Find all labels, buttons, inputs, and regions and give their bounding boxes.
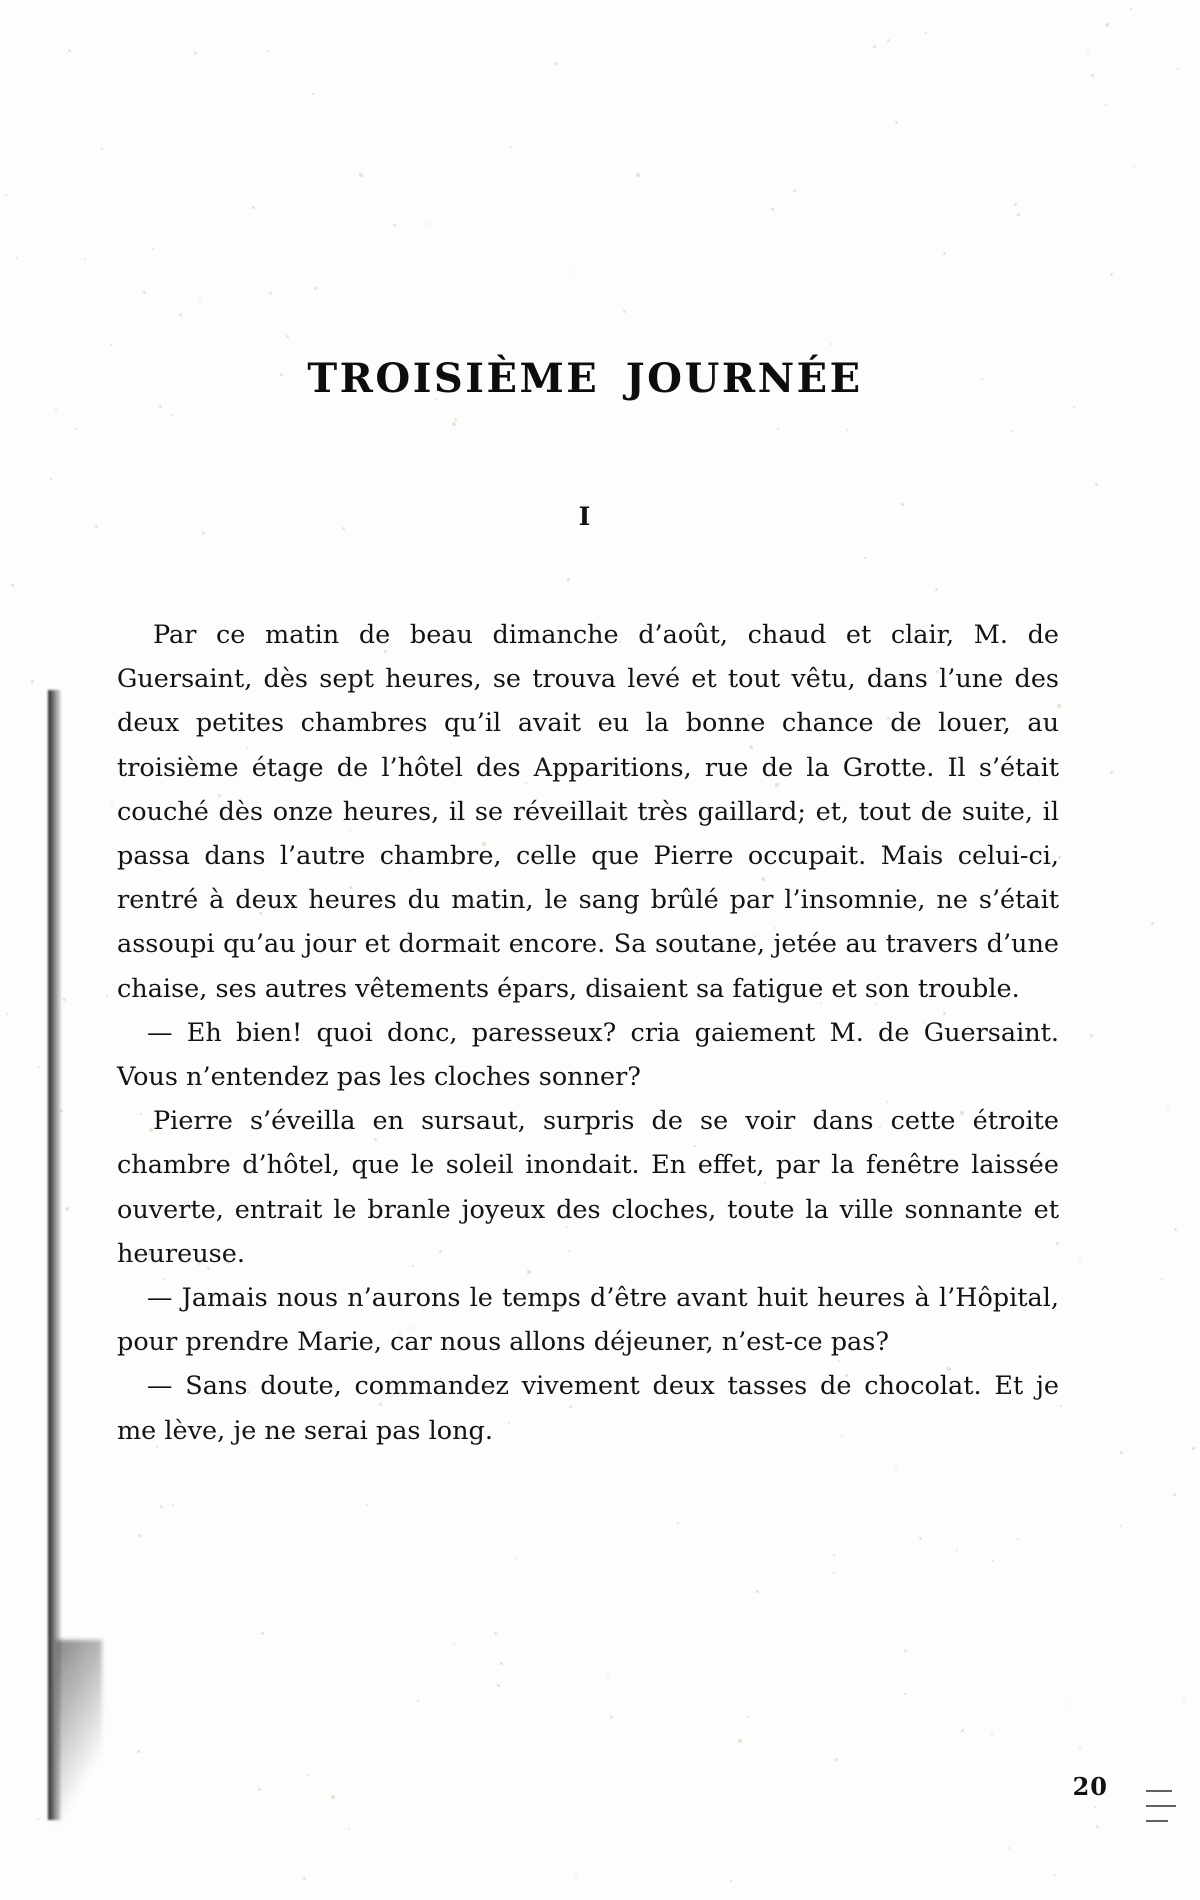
paragraph: — Jamais nous n’aurons le temps d’être avant huit heures à l’Hôpital, pour prendre Marie, car nous allons déjeuner, n’est-ce pas? <box>117 1283 1059 1358</box>
scan-speckle <box>55 409 57 411</box>
scan-speckle <box>75 428 77 430</box>
scan-speckle <box>578 1736 579 1737</box>
scan-speckle <box>756 1590 759 1593</box>
scan-speckle <box>1091 74 1094 77</box>
scan-speckle <box>1096 1825 1099 1828</box>
scan-speckle <box>991 1734 993 1736</box>
scan-speckle <box>50 478 52 480</box>
scan-speckle <box>1017 1538 1019 1540</box>
scan-speckle <box>1192 1447 1195 1450</box>
scan-speckle <box>944 1487 945 1488</box>
scan-speckle <box>515 1557 517 1559</box>
scan-speckle <box>500 1662 503 1665</box>
page-number: 20 <box>1072 1772 1108 1801</box>
scan-speckle <box>1079 1260 1081 1262</box>
scan-speckle <box>623 1815 624 1816</box>
scan-speckle <box>254 1491 255 1492</box>
page-edge-marks <box>1146 1790 1186 1860</box>
scan-speckle <box>1105 832 1106 833</box>
paragraph: Pierre s’éveilla en sursaut, surpris de se voir dans cette étroite chambre d’hôtel, que le soleil inondait. En effet, par la fenêtre laissée ouverte, entrait le branle joyeux des cloches, toute la ville sonnante et heureuse. <box>117 1106 1059 1269</box>
scan-speckle <box>1008 1847 1010 1849</box>
scan-speckle <box>101 148 103 150</box>
scan-speckle <box>172 1504 174 1506</box>
scan-speckle <box>1105 104 1107 106</box>
scan-speckle <box>453 1643 455 1645</box>
scan-speckle <box>261 1632 264 1635</box>
scan-speckle <box>138 1534 141 1537</box>
scan-speckle <box>1054 1874 1056 1876</box>
scan-speckle <box>1183 1697 1185 1699</box>
scan-speckle <box>747 1716 749 1718</box>
scan-speckle <box>1167 1106 1169 1108</box>
page-content <box>105 0 1065 1453</box>
scan-speckle <box>1133 165 1135 167</box>
scan-speckle <box>1087 52 1089 54</box>
scan-speckle <box>1177 68 1179 70</box>
scan-speckle <box>624 1695 625 1696</box>
scan-speckle <box>366 1504 368 1506</box>
scan-speckle <box>1068 1703 1070 1705</box>
scan-speckle <box>1087 275 1088 276</box>
section-number: I <box>578 502 592 531</box>
scan-speckle <box>37 1818 39 1820</box>
scan-speckle <box>38 1066 40 1068</box>
scan-speckle <box>607 1676 609 1678</box>
scan-speckle <box>835 1758 838 1761</box>
scan-speckle <box>1120 1451 1123 1454</box>
scan-speckle <box>8 1427 9 1428</box>
scan-speckle <box>610 1716 613 1719</box>
scan-speckle <box>738 1739 742 1743</box>
scan-speckle <box>65 1207 69 1211</box>
scan-speckle <box>677 1522 679 1524</box>
scan-speckle <box>171 1572 172 1573</box>
scan-speckle <box>160 1505 163 1508</box>
scan-speckle <box>31 680 34 683</box>
scan-speckle <box>833 1572 835 1574</box>
paragraph: Par ce matin de beau dimanche d’août, chaud et clair, M. de Guersaint, dès sept heures, se trouva levé et tout vêtu, dans l’une des deux petites chambres qu’il avait eu la bonne chance de louer, au troisième étage de l’hôtel des Apparitions, rue de la Grotte. Il s’était couché dès onze heures, il se réveillait très gaillard; et, tout de suite, il passa dans l’autre chambre, celle que Pierre occupait. Mais celui-ci, rentré à deux heures du matin, le sang brûlé par l’insomnie, ne s’était assoupi qu’au jour et dormait encore. Sa soutane, jetée au travers d’une chaise, ses autres vêtements épars, disaient sa fatigue et son trouble. <box>117 620 1059 1004</box>
scan-speckle <box>1075 155 1076 156</box>
scan-speckle <box>348 1828 350 1830</box>
scan-speckle <box>919 1537 922 1540</box>
scan-speckle <box>1073 406 1075 408</box>
scan-speckle <box>339 1600 340 1601</box>
scan-speckle <box>417 1700 419 1702</box>
paragraph: — Sans doute, commandez vivement deux tasses de chocolat. Et je me lève, je ne serai pas long. <box>117 1371 1059 1446</box>
scan-speckle <box>904 1649 907 1652</box>
scan-speckle <box>1173 1493 1176 1496</box>
scan-speckle <box>575 1874 577 1876</box>
scan-speckle <box>1090 1034 1093 1037</box>
scan-speckle <box>1151 922 1154 925</box>
body-text <box>105 613 1065 1453</box>
scan-speckle <box>137 1750 140 1753</box>
scan-speckle <box>258 1788 261 1791</box>
scan-speckle <box>961 1729 964 1732</box>
scan-speckle <box>1105 23 1109 27</box>
scan-speckle <box>494 1632 497 1635</box>
scan-speckle <box>833 1554 835 1556</box>
scan-speckle <box>992 1560 994 1562</box>
scan-speckle <box>307 1774 309 1776</box>
scan-speckle <box>895 1465 897 1467</box>
scan-speckle <box>31 607 33 609</box>
scan-speckle <box>1110 771 1113 774</box>
scan-speckle <box>1110 273 1113 276</box>
scan-speckle <box>1174 1228 1177 1231</box>
chapter-title: TROISIÈME JOURNÉE <box>307 355 863 402</box>
scan-speckle <box>730 1880 732 1882</box>
scan-speckle <box>16 257 18 259</box>
page-corner-smudge <box>56 1640 102 1840</box>
paragraph: — Eh bien! quoi donc, paresseux? cria gaiement M. de Guersaint. Vous n’entendez pas les cloches sonner? <box>117 1017 1059 1093</box>
scan-speckle <box>497 1684 500 1687</box>
scan-speckle <box>63 998 66 1001</box>
scan-speckle <box>95 525 98 528</box>
scan-speckle <box>68 49 71 52</box>
scan-speckle <box>6 1013 8 1015</box>
scan-speckle <box>1079 1747 1081 1749</box>
scan-speckle <box>331 1795 335 1799</box>
scan-speckle <box>95 749 96 750</box>
scan-speckle <box>956 1549 958 1551</box>
scan-speckle <box>1116 579 1117 580</box>
scan-speckle <box>1120 1525 1122 1527</box>
scan-speckle <box>84 258 86 260</box>
scan-speckle <box>1185 1509 1186 1510</box>
scan-speckle <box>1095 483 1098 486</box>
scan-speckle <box>1094 1806 1096 1808</box>
scan-speckle <box>904 1693 906 1695</box>
scan-speckle <box>11 584 14 587</box>
scan-speckle <box>5 194 7 196</box>
scan-speckle <box>303 1877 306 1880</box>
scan-speckle <box>1130 8 1132 10</box>
scan-speckle <box>1161 1278 1163 1280</box>
scan-speckle <box>1124 299 1125 300</box>
